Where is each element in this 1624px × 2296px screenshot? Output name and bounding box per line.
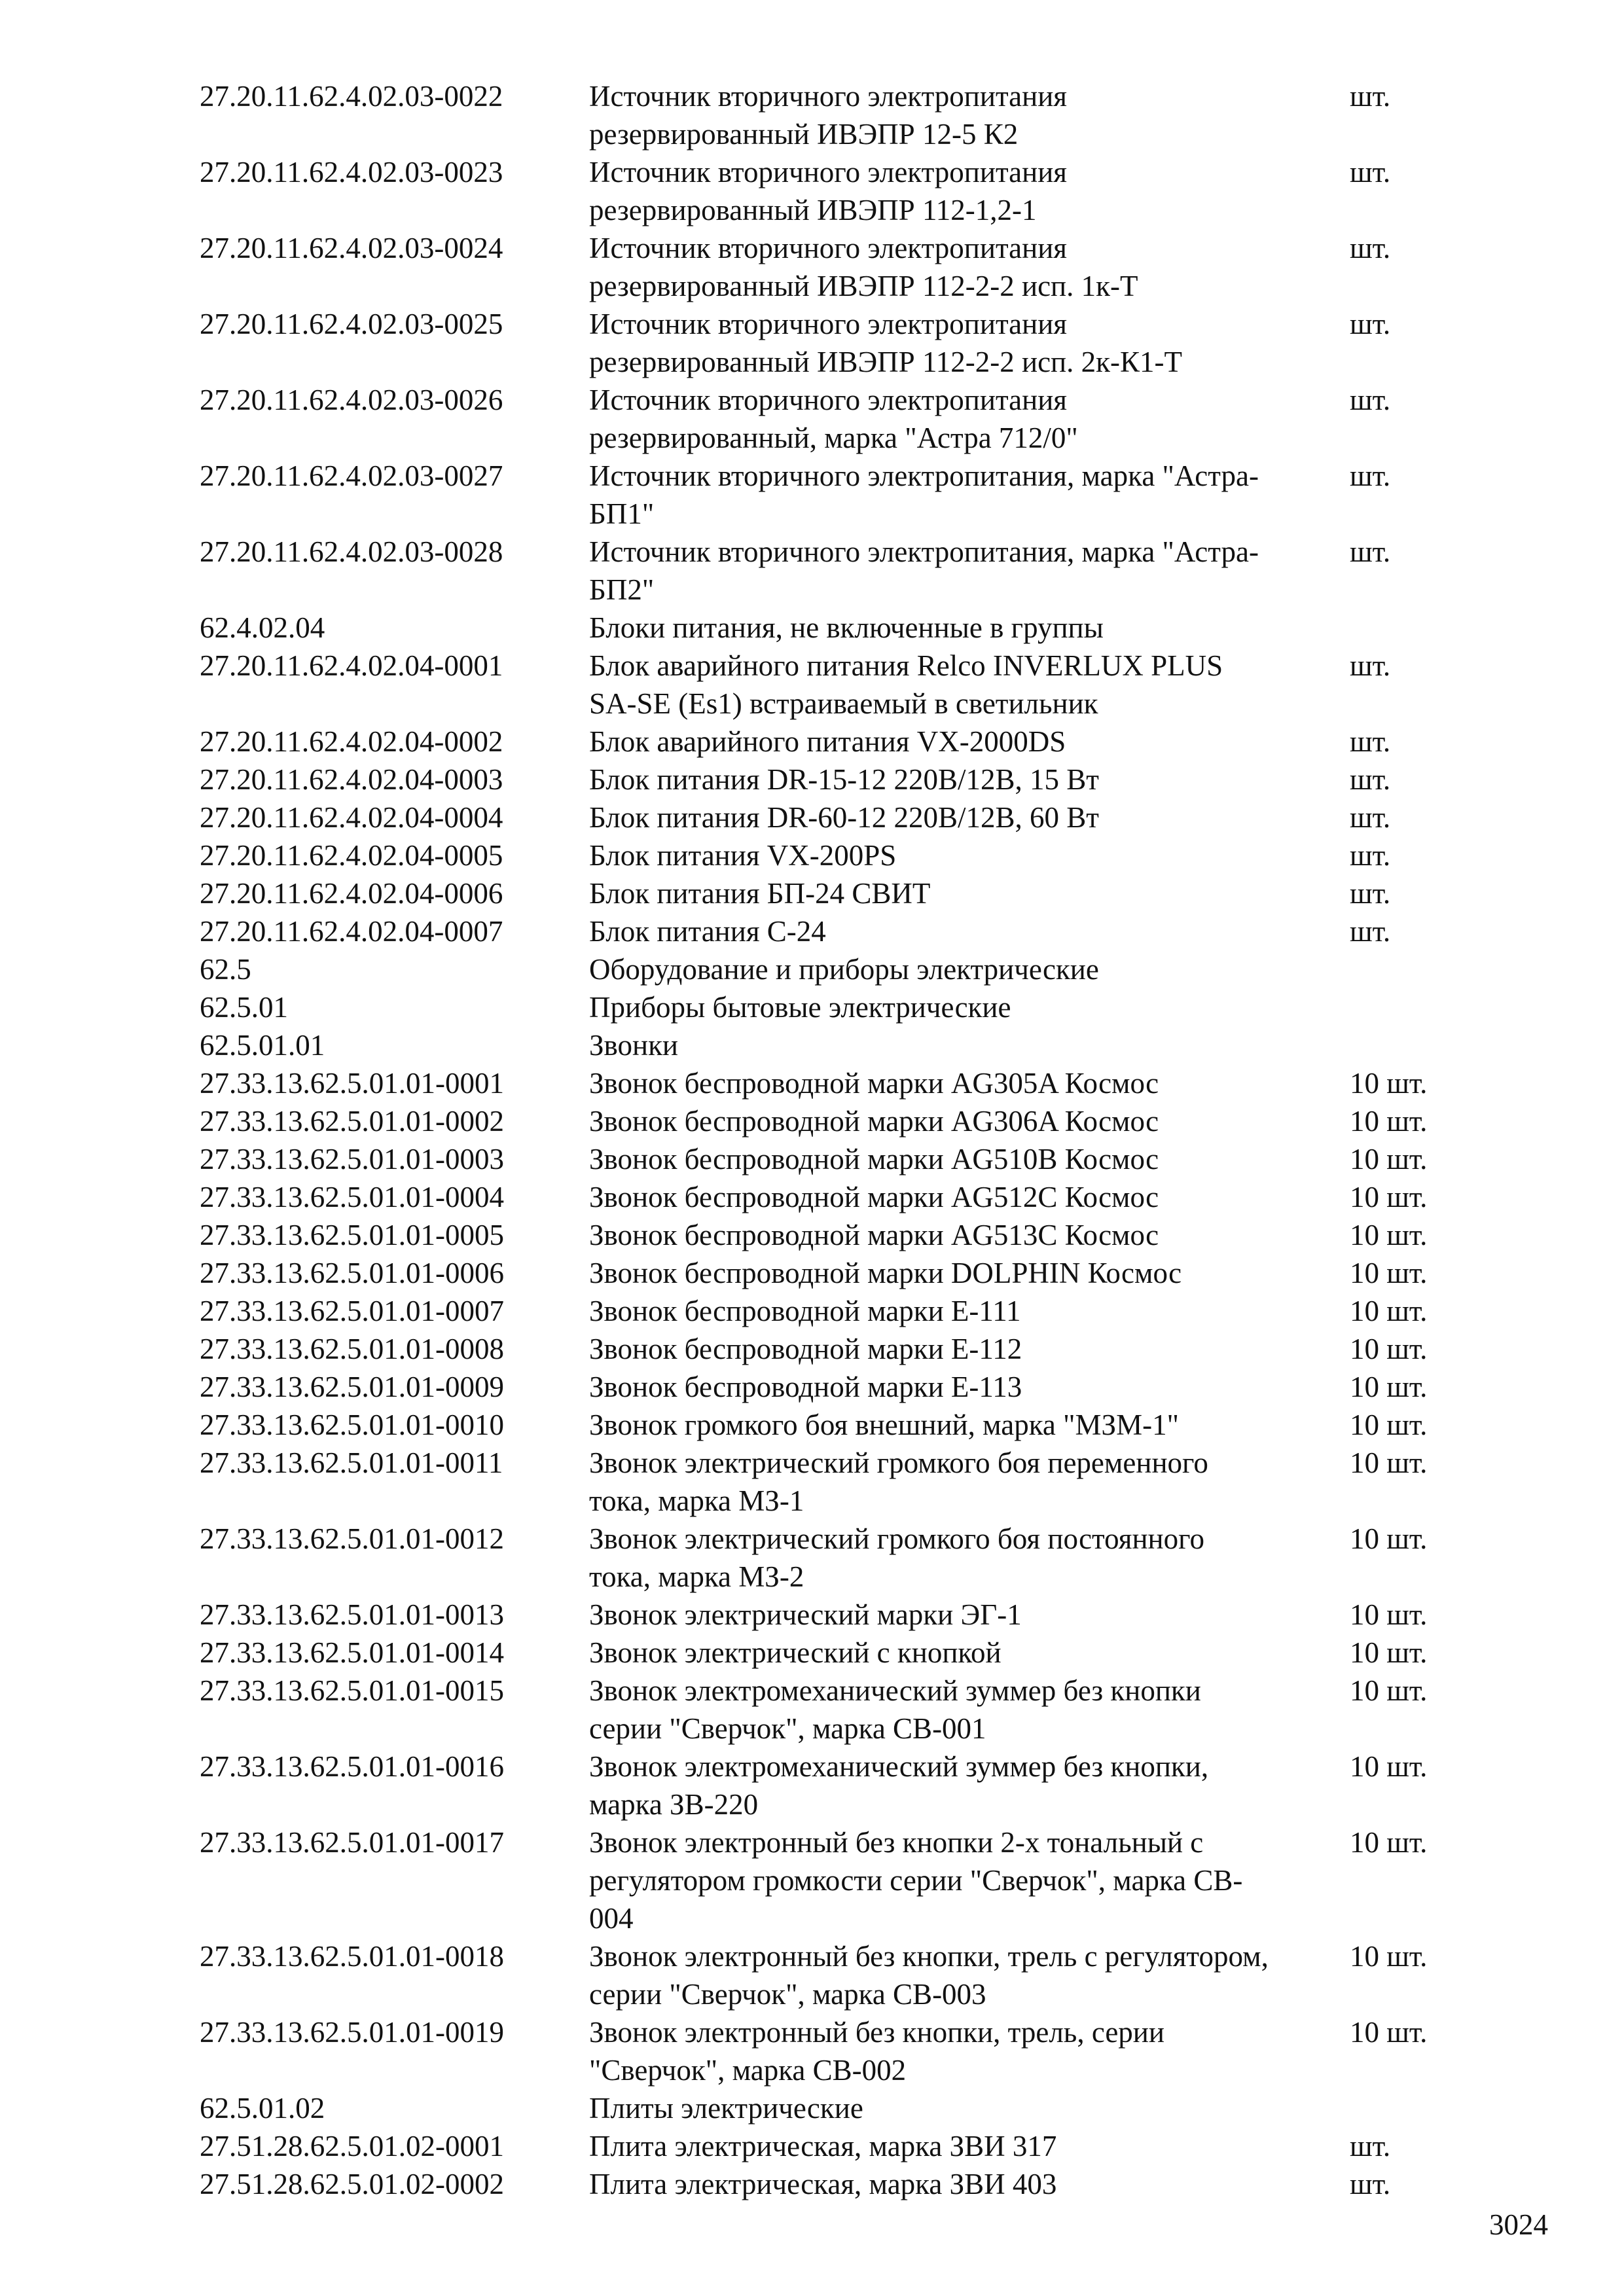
item-unit: шт. [1350,232,1391,264]
item-code: 62.5.01.02 [200,2092,325,2125]
item-name: Источник вторичного электропитания резервированный, марка "Астра 712/0" [589,384,1078,454]
item-name: Звонок электромеханический зуммер без кнопки серии "Сверчок", марка СВ-001 [589,1674,1201,1745]
item-code: 27.20.11.62.4.02.03-0025 [200,308,503,340]
item-name: Звонок беспроводной марки AG513C Космос [589,1219,1159,1251]
table-row [200,1368,1509,1406]
item-code: 27.33.13.62.5.01.01-0019 [200,2016,504,2049]
table-row [200,153,1509,229]
item-code: 27.33.13.62.5.01.01-0015 [200,1674,504,1707]
item-name: Оборудование и приборы электрические [589,953,1099,986]
item-name: Блок питания VX-200PS [589,839,897,872]
item-name: Источник вторичного электропитания, марка "Астра- БП2" [589,535,1259,606]
item-name: Звонок беспроводной марки AG510B Космос [589,1143,1159,1175]
item-unit: 10 шт. [1350,1940,1428,1973]
table-row [200,1292,1509,1330]
table-row [200,1748,1509,1823]
item-name: Источник вторичного электропитания резервированный ИВЭПР 112-2-2 исп. 1к-Т [589,232,1138,302]
item-name: Звонок беспроводной марки Е-111 [589,1295,1021,1327]
table-row [200,647,1509,723]
item-code: 27.20.11.62.4.02.03-0024 [200,232,503,264]
item-unit: 10 шт. [1350,1333,1428,1365]
item-unit: 10 шт. [1350,1674,1428,1707]
item-unit: шт. [1350,2130,1391,2162]
item-name: Звонки [589,1029,679,1062]
item-code: 27.33.13.62.5.01.01-0016 [200,1750,504,1783]
item-code: 27.20.11.62.4.02.03-0022 [200,80,503,113]
table-row [200,798,1509,836]
table-row [200,836,1509,874]
item-unit: 10 шт. [1350,1067,1428,1100]
item-unit: шт. [1350,2168,1391,2200]
item-name: Блок питания DR-15-12 220В/12В, 15 Вт [589,763,1099,796]
table-row [200,1823,1509,1937]
table-row [200,1178,1509,1216]
item-code: 27.33.13.62.5.01.01-0010 [200,1408,504,1441]
item-name: Источник вторичного электропитания резервированный ИВЭПР 112-1,2-1 [589,156,1067,226]
item-name: Плита электрическая, марка ЗВИ 403 [589,2168,1057,2200]
item-code: 27.33.13.62.5.01.01-0004 [200,1181,504,1213]
item-code: 27.33.13.62.5.01.01-0001 [200,1067,504,1100]
item-name: Звонок электрический громкого боя переменного тока, марка МЗ-1 [589,1446,1208,1517]
item-name: Звонок электрический громкого боя постоянного тока, марка МЗ-2 [589,1522,1204,1593]
item-name: Звонок электрический марки ЭГ-1 [589,1598,1022,1631]
item-code: 27.20.11.62.4.02.04-0004 [200,801,503,834]
table-row [200,77,1509,153]
item-name: Блок питания DR-60-12 220В/12В, 60 Вт [589,801,1099,834]
item-unit: шт. [1350,877,1391,910]
item-unit: 10 шт. [1350,1143,1428,1175]
item-unit: 10 шт. [1350,1446,1428,1479]
item-unit: 10 шт. [1350,1522,1428,1555]
item-code: 27.33.13.62.5.01.01-0018 [200,1940,504,1973]
table-row [200,1140,1509,1178]
item-code: 27.33.13.62.5.01.01-0013 [200,1598,504,1631]
item-code: 27.20.11.62.4.02.03-0023 [200,156,503,188]
item-code: 27.20.11.62.4.02.04-0001 [200,649,503,682]
table-row [200,2165,1509,2203]
item-name: Звонок электронный без кнопки, трель с регулятором, серии "Сверчок", марка СВ-003 [589,1940,1269,2011]
table-row [200,1102,1509,1140]
item-code: 27.33.13.62.5.01.01-0003 [200,1143,504,1175]
table-row [200,1520,1509,1596]
item-code: 27.33.13.62.5.01.01-0009 [200,1371,504,1403]
table-row [200,1254,1509,1292]
item-code: 27.20.11.62.4.02.03-0028 [200,535,503,568]
item-unit: 10 шт. [1350,1295,1428,1327]
item-name: Блок аварийного питания VX-2000DS [589,725,1066,758]
table-row [200,988,1509,1026]
table-row [200,761,1509,798]
item-unit: 10 шт. [1350,1219,1428,1251]
item-unit: шт. [1350,156,1391,188]
table-row [200,609,1509,647]
item-code: 27.20.11.62.4.02.04-0007 [200,915,503,948]
item-unit: шт. [1350,384,1391,416]
item-name: Звонок электрический с кнопкой [589,1636,1001,1669]
item-name: Звонок беспроводной марки Е-112 [589,1333,1022,1365]
item-name: Звонок электронный без кнопки 2-х тональный с регулятором громкости серии "Сверчок", марка СВ- 004 [589,1826,1243,1935]
item-unit: 10 шт. [1350,2016,1428,2049]
item-unit: шт. [1350,839,1391,872]
item-code: 27.51.28.62.5.01.02-0002 [200,2168,504,2200]
item-unit: шт. [1350,459,1391,492]
item-unit: 10 шт. [1350,1105,1428,1138]
table-row [200,1216,1509,1254]
table-row [200,457,1509,533]
item-unit: 10 шт. [1350,1636,1428,1669]
table-row [200,874,1509,912]
table-row [200,381,1509,457]
item-name: Блоки питания, не включенные в группы [589,611,1104,644]
table-row [200,1064,1509,1102]
item-unit: 10 шт. [1350,1598,1428,1631]
item-unit: шт. [1350,763,1391,796]
item-code: 27.33.13.62.5.01.01-0002 [200,1105,504,1138]
item-code: 27.20.11.62.4.02.03-0027 [200,459,503,492]
table-row [200,1937,1509,2013]
table-row [200,2013,1509,2089]
item-code: 62.4.02.04 [200,611,325,644]
item-unit: 10 шт. [1350,1750,1428,1783]
item-name: Блок питания С-24 [589,915,826,948]
item-code: 27.20.11.62.4.02.04-0003 [200,763,503,796]
catalog-table [200,77,1509,2203]
item-code: 27.20.11.62.4.02.04-0006 [200,877,503,910]
item-unit: 10 шт. [1350,1826,1428,1859]
item-name: Плита электрическая, марка ЗВИ 317 [589,2130,1057,2162]
item-code: 62.5.01 [200,991,288,1024]
item-code: 27.20.11.62.4.02.04-0002 [200,725,503,758]
item-name: Звонок беспроводной марки AG305A Космос [589,1067,1159,1100]
item-unit: 10 шт. [1350,1371,1428,1403]
item-unit: шт. [1350,308,1391,340]
item-code: 27.33.13.62.5.01.01-0007 [200,1295,504,1327]
table-row [200,1634,1509,1672]
item-name: Источник вторичного электропитания резервированный ИВЭПР 112-2-2 исп. 2к-К1-Т [589,308,1182,378]
item-name: Блок аварийного питания Relco INVERLUX PLUS SA-SE (Es1) встраиваемый в светильник [589,649,1223,720]
item-unit: шт. [1350,915,1391,948]
item-unit: шт. [1350,535,1391,568]
item-code: 27.33.13.62.5.01.01-0017 [200,1826,504,1859]
item-unit: 10 шт. [1350,1408,1428,1441]
table-row [200,950,1509,988]
item-unit: 10 шт. [1350,1181,1428,1213]
item-code: 27.33.13.62.5.01.01-0012 [200,1522,504,1555]
table-row [200,305,1509,381]
table-row [200,2089,1509,2127]
page-number: 3024 [1489,2208,1548,2241]
table-row [200,2127,1509,2165]
item-name: Приборы бытовые электрические [589,991,1011,1024]
item-code: 62.5 [200,953,251,986]
item-name: Звонок беспроводной марки AG306A Космос [589,1105,1159,1138]
item-code: 27.33.13.62.5.01.01-0008 [200,1333,504,1365]
item-unit: шт. [1350,649,1391,682]
item-code: 62.5.01.01 [200,1029,325,1062]
item-name: Источник вторичного электропитания резервированный ИВЭПР 12-5 К2 [589,80,1067,151]
table-row [200,229,1509,305]
table-row [200,912,1509,950]
item-name: Звонок электронный без кнопки, трель, серии "Сверчок", марка СВ-002 [589,2016,1164,2087]
table-row [200,1596,1509,1634]
item-code: 27.33.13.62.5.01.01-0014 [200,1636,504,1669]
item-name: Плиты электрические [589,2092,863,2125]
item-name: Звонок электромеханический зуммер без кнопки, марка ЗВ-220 [589,1750,1209,1821]
item-name: Звонок беспроводной марки Е-113 [589,1371,1022,1403]
item-name: Звонок беспроводной марки DOLPHIN Космос [589,1257,1182,1289]
table-row [200,1330,1509,1368]
item-unit: шт. [1350,80,1391,113]
item-name: Звонок громкого боя внешний, марка "МЗМ-1" [589,1408,1179,1441]
item-code: 27.33.13.62.5.01.01-0011 [200,1446,503,1479]
item-unit: шт. [1350,801,1391,834]
table-row [200,1406,1509,1444]
table-row [200,1672,1509,1748]
item-unit: 10 шт. [1350,1257,1428,1289]
item-code: 27.20.11.62.4.02.04-0005 [200,839,503,872]
item-name: Блок питания БП-24 СВИТ [589,877,931,910]
item-unit: шт. [1350,725,1391,758]
item-code: 27.20.11.62.4.02.03-0026 [200,384,503,416]
table-row [200,1444,1509,1520]
table-row [200,533,1509,609]
table-row [200,1026,1509,1064]
item-code: 27.51.28.62.5.01.02-0001 [200,2130,504,2162]
item-code: 27.33.13.62.5.01.01-0006 [200,1257,504,1289]
table-row [200,723,1509,761]
item-code: 27.33.13.62.5.01.01-0005 [200,1219,504,1251]
item-name: Звонок беспроводной марки AG512C Космос [589,1181,1159,1213]
item-name: Источник вторичного электропитания, марка "Астра- БП1" [589,459,1259,530]
